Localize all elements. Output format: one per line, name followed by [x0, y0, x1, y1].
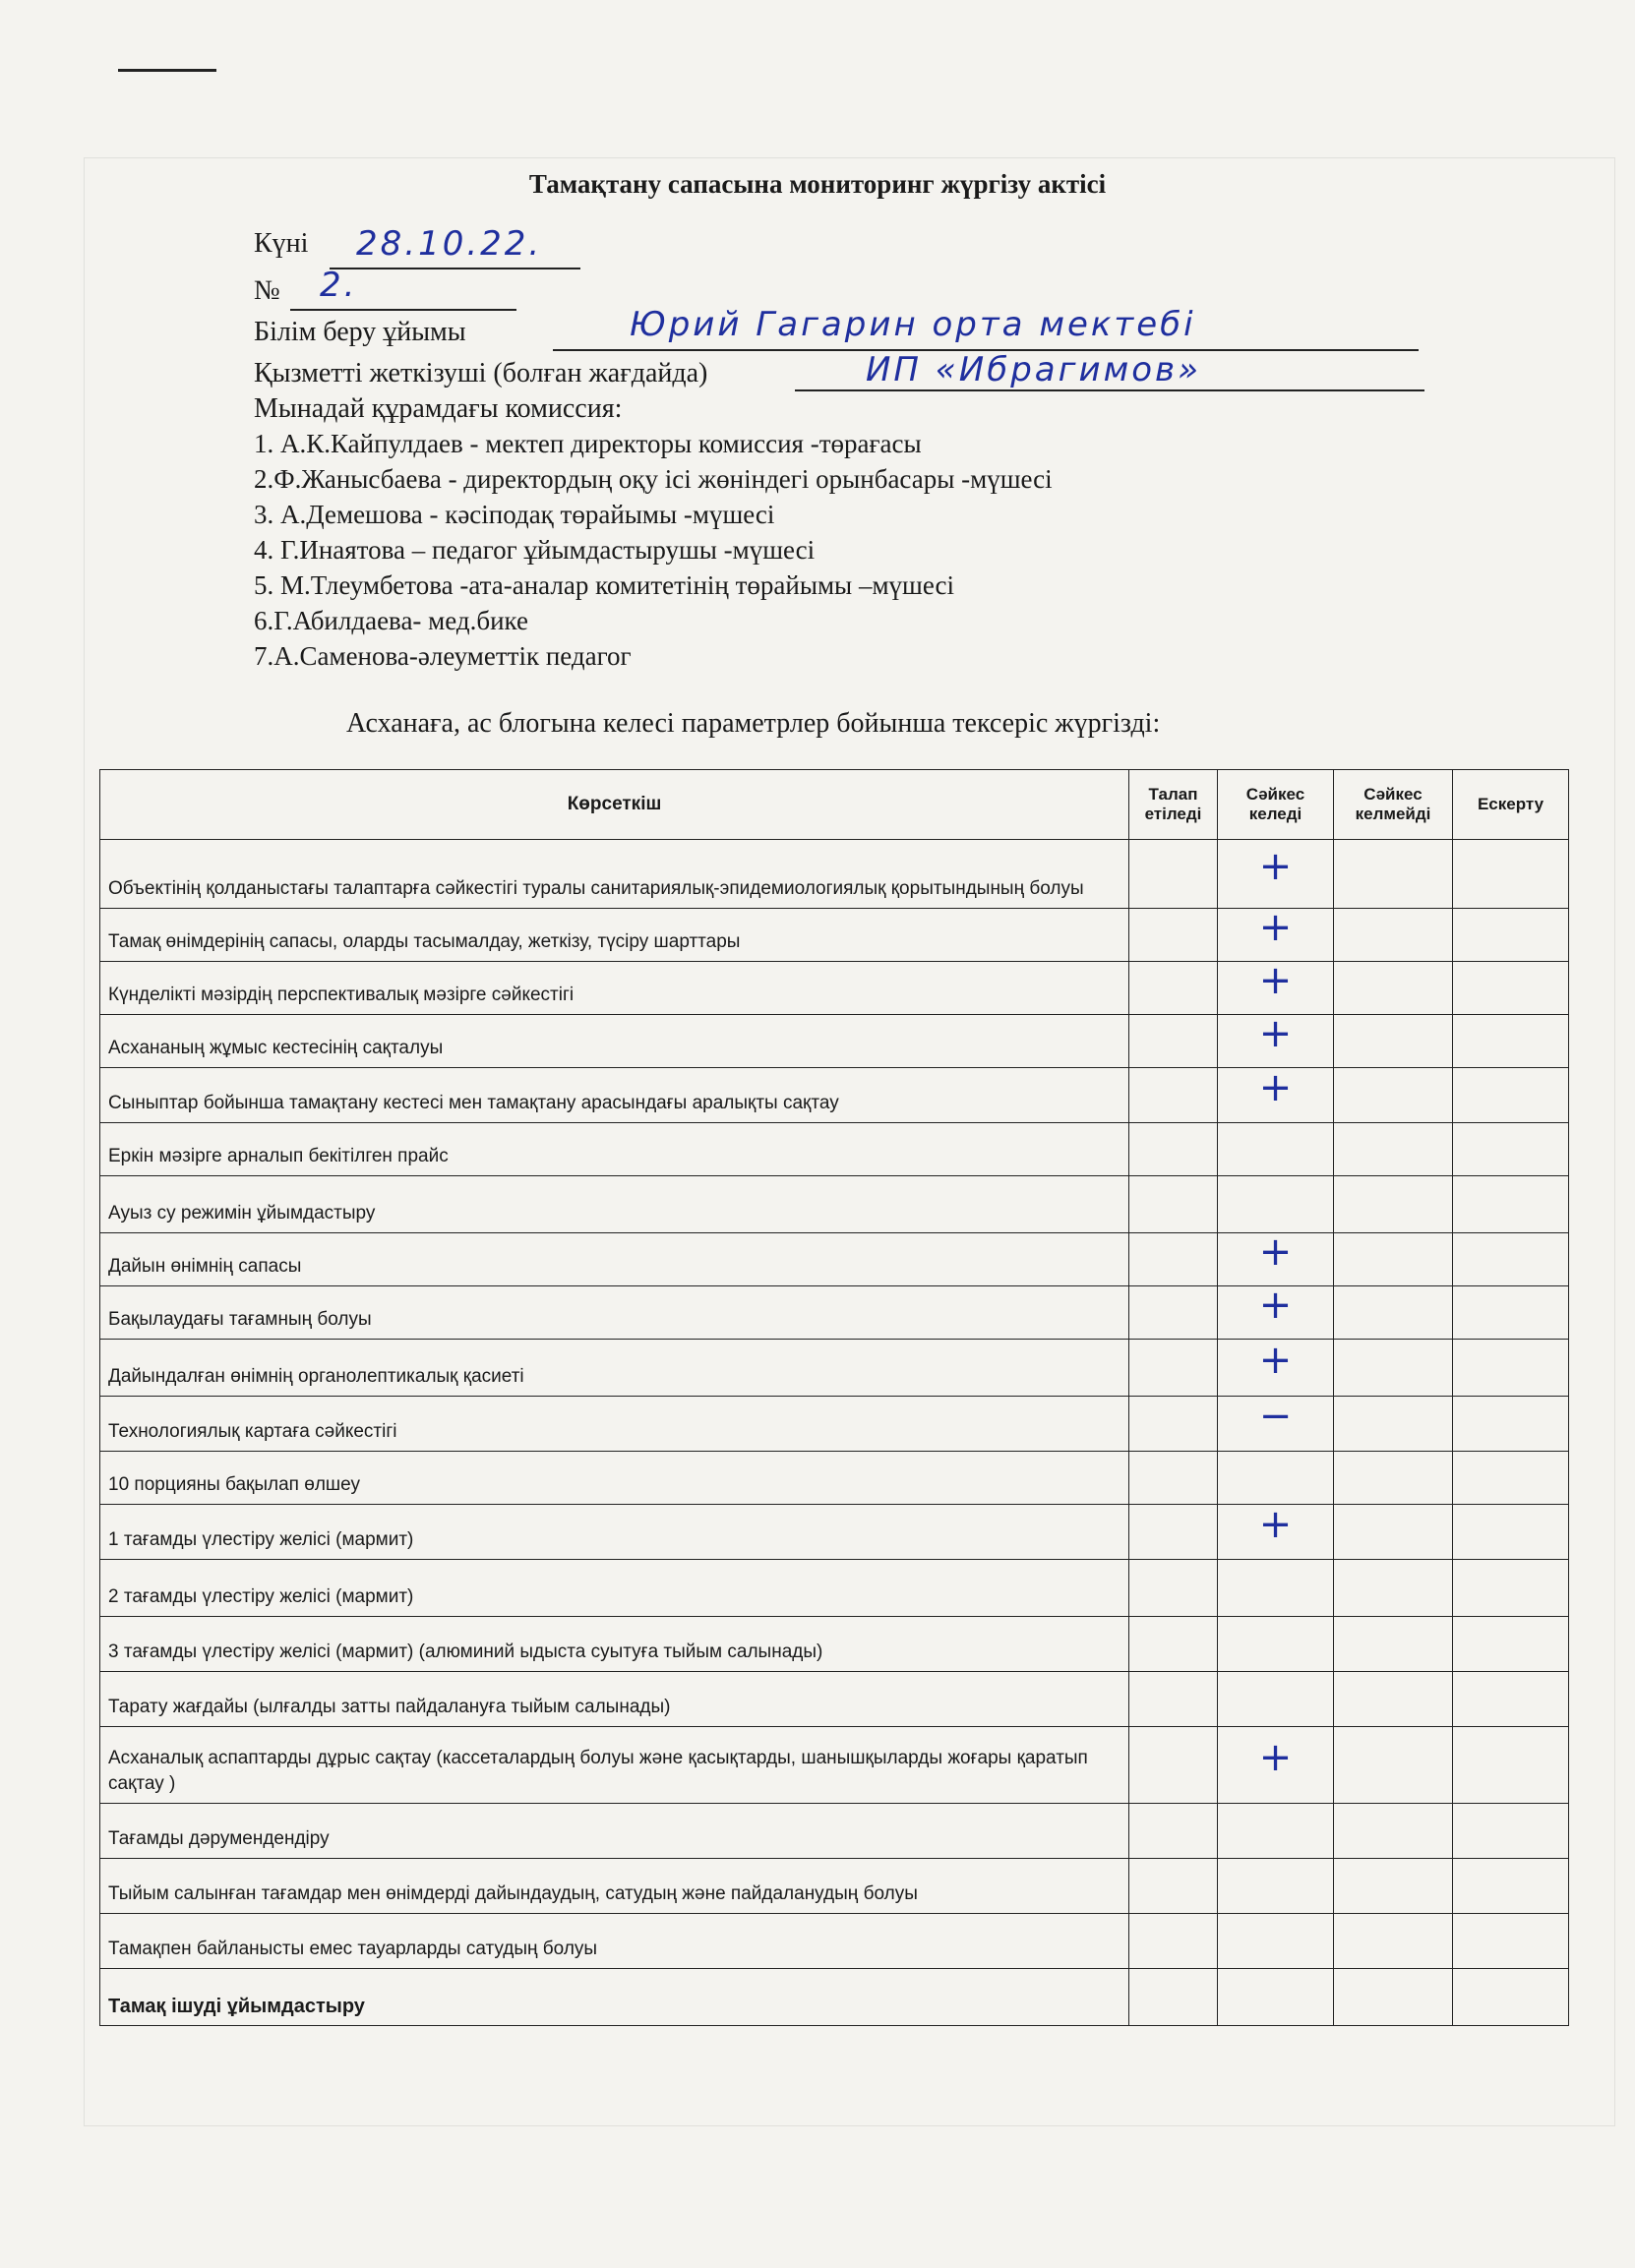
cell-compliant [1218, 1228, 1334, 1286]
commission-member: 2.Ф.Жанысбаева - директордың оқу ісі жөніндегі орынбасары -мүшесі [254, 464, 1053, 494]
cell-compliant [1218, 1969, 1334, 2026]
cell-required [1129, 1340, 1218, 1397]
cell-note [1453, 1969, 1569, 2026]
cell-compliant [1218, 1010, 1334, 1068]
cell-note [1453, 1505, 1569, 1560]
row-indicator: Тамақ ішуді ұйымдастыру [100, 1969, 1129, 2026]
cell-noncompliant [1334, 1617, 1453, 1672]
row-indicator: Асхананың жұмыс кестесінің сақталуы [100, 1015, 1129, 1068]
table-row [100, 1804, 1569, 1859]
cell-noncompliant [1334, 1969, 1453, 2026]
row-indicator: Тамақпен байланысты емес тауарларды сатудың болуы [100, 1914, 1129, 1969]
cell-noncompliant [1334, 1340, 1453, 1397]
cell-noncompliant [1334, 1505, 1453, 1560]
header-note: Ескерту [1453, 770, 1569, 840]
cell-required [1129, 1804, 1218, 1859]
cell-required [1129, 1068, 1218, 1123]
handwritten-mark: + [1258, 904, 1293, 950]
cell-noncompliant [1334, 1068, 1453, 1123]
cell-required [1129, 1914, 1218, 1969]
table-header-row [100, 770, 1569, 840]
row-indicator: Дайын өнімнің сапасы [100, 1233, 1129, 1286]
school-label: Білім беру ұйымы [254, 317, 466, 347]
cell-note [1453, 909, 1569, 962]
handwritten-mark: + [1258, 1501, 1293, 1547]
handwritten-mark: + [1258, 1228, 1293, 1275]
number-underline [290, 309, 516, 311]
number-handwritten: 2. [320, 266, 358, 305]
cell-compliant [1218, 1176, 1334, 1233]
cell-compliant [1218, 957, 1334, 1015]
document-title: Тамақтану сапасына мониторинг жүргізу актісі [528, 169, 1107, 199]
table-row [100, 1617, 1569, 1672]
cell-compliant [1218, 1393, 1334, 1452]
cell-required [1129, 1015, 1218, 1068]
table-row [100, 1340, 1569, 1397]
row-indicator: Бақылаудағы тағамның болуы [100, 1286, 1129, 1340]
cell-required [1129, 1727, 1218, 1804]
cell-compliant [1218, 1501, 1334, 1560]
header-noncompliant: Сәйкес келмейді [1334, 770, 1453, 840]
date-handwritten: 28.10.22. [356, 224, 543, 264]
row-indicator: Тарату жағдайы (ылғалды затты пайдалануға тыйым салынады) [100, 1672, 1129, 1727]
date-underline [330, 268, 580, 269]
cell-noncompliant [1334, 1914, 1453, 1969]
table-row [100, 840, 1569, 909]
cell-noncompliant [1334, 1176, 1453, 1233]
cell-note [1453, 1340, 1569, 1397]
commission-member: 1. А.К.Кайпулдаев - мектеп директоры комиссия -төрағасы [254, 429, 922, 458]
cell-note [1453, 962, 1569, 1015]
cell-note [1453, 1452, 1569, 1505]
handwritten-mark: + [1258, 1337, 1293, 1383]
row-indicator: Асханалық аспаптарды дұрыс сақтау (кассеталардың болуы және қасықтарды, шанышқыларды жоғары қаратып сақтау ) [100, 1727, 1129, 1804]
table-row [100, 1859, 1569, 1914]
table-row [100, 1969, 1569, 2026]
cell-compliant [1218, 1452, 1334, 1505]
row-indicator: Технологиялық картаға сәйкестігі [100, 1397, 1129, 1452]
row-indicator: 10 порцияны бақылап өлшеу [100, 1452, 1129, 1505]
inspection-table [99, 769, 1569, 2026]
cell-note [1453, 1286, 1569, 1340]
handwritten-mark: + [1258, 843, 1293, 889]
table-row [100, 1015, 1569, 1068]
cell-compliant [1218, 1337, 1334, 1397]
cell-compliant [1218, 904, 1334, 962]
row-indicator: Тыйым салынған тағамдар мен өнімдерді дайындаудың, сатудың және пайдаланудың болуы [100, 1859, 1129, 1914]
handwritten-mark: + [1258, 1734, 1293, 1780]
cell-compliant [1218, 1064, 1334, 1123]
table-row [100, 1286, 1569, 1340]
cell-note [1453, 1617, 1569, 1672]
table-row [100, 1068, 1569, 1123]
table-row [100, 909, 1569, 962]
cell-noncompliant [1334, 1560, 1453, 1617]
cell-noncompliant [1334, 1286, 1453, 1340]
row-indicator: 3 тағамды үлестіру желісі (мармит) (алюминий ыдыста суытуға тыйым салынады) [100, 1617, 1129, 1672]
commission-member: 4. Г.Инаятова – педагог ұйымдастырушы -мүшесі [254, 535, 816, 565]
row-indicator: Еркін мәзірге арналып бекітілген прайс [100, 1123, 1129, 1176]
cell-compliant [1218, 1914, 1334, 1969]
cell-compliant [1218, 1804, 1334, 1859]
cell-compliant [1218, 1282, 1334, 1340]
cell-note [1453, 1233, 1569, 1286]
commission-member: 5. М.Тлеумбетова -ата-аналар комитетінің төрайымы –мүшесі [254, 570, 954, 600]
row-indicator: Ауыз су режимін ұйымдастыру [100, 1176, 1129, 1233]
table-row [100, 1727, 1569, 1804]
table-row [100, 962, 1569, 1015]
supplier-handwritten: ИП «Ибрагимов» [866, 350, 1202, 389]
cell-note [1453, 1123, 1569, 1176]
cell-noncompliant [1334, 1452, 1453, 1505]
row-indicator: 2 тағамды үлестіру желісі (мармит) [100, 1560, 1129, 1617]
table-row [100, 1397, 1569, 1452]
table-row [100, 1176, 1569, 1233]
supplier-underline [795, 389, 1424, 391]
table-row [100, 1123, 1569, 1176]
header-indicator: Көрсеткіш [100, 770, 1129, 840]
handwritten-mark: + [1258, 1282, 1293, 1328]
cell-note [1453, 840, 1569, 909]
cell-required [1129, 1505, 1218, 1560]
cell-note [1453, 1727, 1569, 1804]
cell-note [1453, 1176, 1569, 1233]
cell-noncompliant [1334, 1397, 1453, 1452]
cell-required [1129, 1672, 1218, 1727]
top-pen-mark [118, 69, 216, 72]
cell-note [1453, 1672, 1569, 1727]
cell-noncompliant [1334, 1727, 1453, 1804]
cell-note [1453, 1914, 1569, 1969]
cell-required [1129, 1397, 1218, 1452]
handwritten-mark: + [1258, 1010, 1293, 1056]
cell-required [1129, 840, 1218, 909]
cell-noncompliant [1334, 1233, 1453, 1286]
number-label: № [254, 275, 280, 306]
cell-required [1129, 1617, 1218, 1672]
supplier-label: Қызметті жеткізуші (болған жағдайда) [254, 358, 708, 388]
cell-required [1129, 1123, 1218, 1176]
cell-compliant [1218, 1859, 1334, 1914]
cell-compliant [1218, 1672, 1334, 1727]
cell-noncompliant [1334, 962, 1453, 1015]
cell-noncompliant [1334, 1859, 1453, 1914]
row-indicator: Тамақ өнімдерінің сапасы, оларды тасымалдау, жеткізу, түсіру шарттары [100, 909, 1129, 962]
table-row [100, 1452, 1569, 1505]
table-row [100, 1560, 1569, 1617]
header-compliant: Сәйкес келеді [1218, 770, 1334, 840]
row-indicator: Дайындалған өнімнің органолептикалық қасиеті [100, 1340, 1129, 1397]
table-row [100, 1672, 1569, 1727]
cell-noncompliant [1334, 1672, 1453, 1727]
row-indicator: 1 тағамды үлестіру желісі (мармит) [100, 1505, 1129, 1560]
commission-member: 7.А.Саменова-әлеуметтік педагог [254, 641, 632, 671]
cell-compliant [1218, 1727, 1334, 1804]
cell-required [1129, 1560, 1218, 1617]
cell-note [1453, 1859, 1569, 1914]
cell-compliant [1218, 1617, 1334, 1672]
cell-required [1129, 962, 1218, 1015]
school-handwritten: Юрий Гагарин орта мектебі [630, 305, 1196, 344]
cell-compliant [1218, 1560, 1334, 1617]
cell-note [1453, 1397, 1569, 1452]
cell-noncompliant [1334, 1015, 1453, 1068]
header-required: Талап етіледі [1129, 770, 1218, 840]
cell-compliant [1218, 1123, 1334, 1176]
handwritten-mark: − [1258, 1393, 1293, 1439]
cell-required [1129, 1233, 1218, 1286]
cell-noncompliant [1334, 1804, 1453, 1859]
cell-noncompliant [1334, 909, 1453, 962]
row-indicator: Тағамды дәрумендендіру [100, 1804, 1129, 1859]
cell-compliant [1218, 840, 1334, 909]
table-row [100, 1233, 1569, 1286]
cell-required [1129, 1286, 1218, 1340]
commission-member: 3. А.Демешова - кәсіподақ төрайымы -мүшесі [254, 500, 775, 529]
cell-note [1453, 1015, 1569, 1068]
cell-required [1129, 1859, 1218, 1914]
commission-heading: Мынадай құрамдағы комиссия: [254, 393, 623, 424]
handwritten-mark: + [1258, 957, 1293, 1003]
cell-required [1129, 1452, 1218, 1505]
table-row [100, 1505, 1569, 1560]
cell-required [1129, 909, 1218, 962]
row-indicator: Объектінің қолданыстағы талаптарға сәйкестігі туралы санитариялық-эпидемиологиялық қорытындының болуы [100, 840, 1129, 909]
cell-note [1453, 1560, 1569, 1617]
table-row [100, 1914, 1569, 1969]
cell-noncompliant [1334, 840, 1453, 909]
row-indicator: Күнделікті мәзірдің перспективалық мәзірге сәйкестігі [100, 962, 1129, 1015]
cell-noncompliant [1334, 1123, 1453, 1176]
cell-note [1453, 1068, 1569, 1123]
inspection-intro: Асханаға, ас блогына келесі параметрлер бойынша тексеріс жүргізді: [346, 708, 1161, 739]
date-label: Күні [254, 228, 309, 259]
commission-member: 6.Г.Абилдаева- мед.бике [254, 606, 528, 635]
row-indicator: Сыныптар бойынша тамақтану кестесі мен тамақтану арасындағы аралықты сақтау [100, 1068, 1129, 1123]
cell-required [1129, 1176, 1218, 1233]
handwritten-mark: + [1258, 1064, 1293, 1110]
cell-required [1129, 1969, 1218, 2026]
cell-note [1453, 1804, 1569, 1859]
